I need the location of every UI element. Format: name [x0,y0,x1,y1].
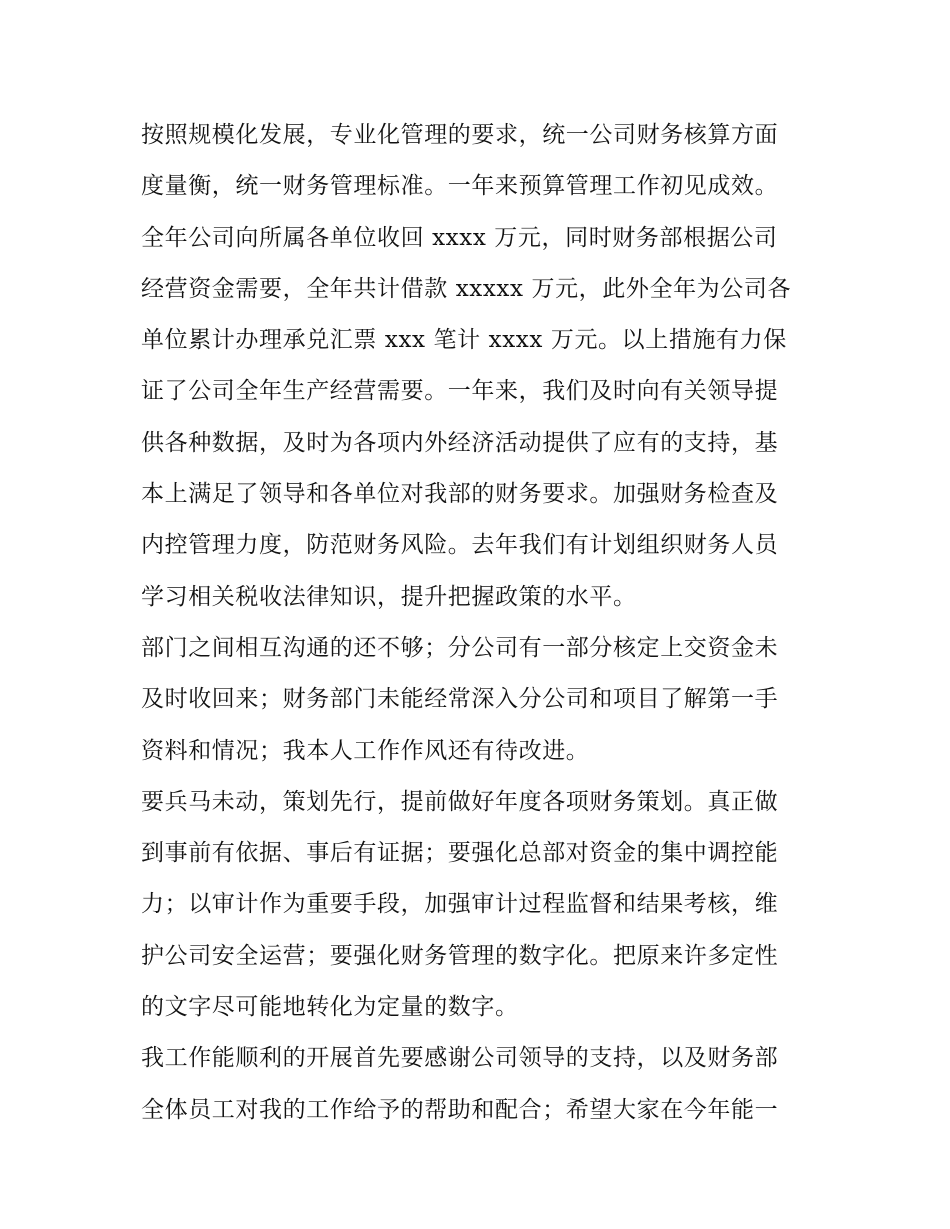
text-line: 资料和情况；我本人工作作风还有待改进。 [141,737,590,764]
document-body [141,110,821,1136]
text-line: 护公司安全运营；要强化财务管理的数字化。把原来许多定性 [141,942,779,969]
text-line: 部门之间相互沟通的还不够；分公司有一部分核定上交资金未 [141,634,779,661]
text-line: 我工作能顺利的开展首先要感谢公司领导的支持，以及财务部 [141,1045,779,1072]
text-line: 供各种数据，及时为各项内外经济活动提供了应有的支持，基 [141,429,779,456]
text-line: 全体员工对我的工作给予的帮助和配合；希望大家在今年能一 [141,1096,779,1123]
text-line: 学习相关税收法律知识，提升把握政策的水平。 [141,583,637,610]
text-line: 要兵马未动，策划先行，提前做好年度各项财务策划。真正做 [141,788,779,815]
text-line: 及时收回来；财务部门未能经常深入分公司和项目了解第一手 [141,686,779,713]
text-line: 证了公司全年生产经营需要。一年来，我们及时向有关领导提 [141,378,779,405]
text-line: 全年公司向所属各单位收回 xxxx 万元，同时财务部根据公司 [141,224,778,251]
text-line: 到事前有依据、事后有证据；要强化总部对资金的集中调控能 [141,840,779,867]
text-line: 单位累计办理承兑汇票 xxx 笔计 xxxx 万元。以上措施有力保 [141,327,787,354]
text-line: 按照规模化发展，专业化管理的要求，统一公司财务核算方面 [141,122,779,148]
text-line: 度量衡，统一财务管理标准。一年来预算管理工作初见成效。 [141,173,779,200]
text-line: 的文字尽可能地转化为定量的数字。 [141,994,519,1021]
text-line: 经营资金需要，全年共计借款 xxxxx 万元，此外全年为公司各 [141,275,792,302]
text-line: 本上满足了领导和各单位对我部的财务要求。加强财务检查及 [141,481,779,508]
text-line: 内控管理力度，防范财务风险。去年我们有计划组织财务人员 [141,532,779,559]
text-line: 力；以审计作为重要手段，加强审计过程监督和结果考核，维 [141,891,779,918]
